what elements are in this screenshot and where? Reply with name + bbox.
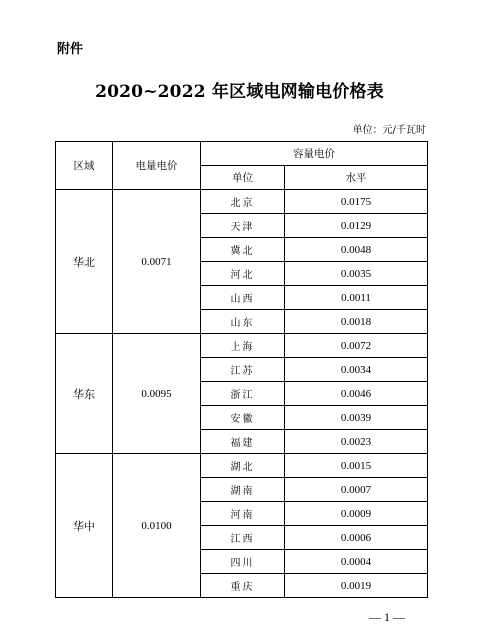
unit-cell: 天津 bbox=[201, 214, 285, 238]
table-row bbox=[56, 454, 428, 478]
energy-price-cell: 0.0100 bbox=[113, 454, 201, 598]
header-energy-price: 电量电价 bbox=[113, 142, 201, 190]
unit-cell: 江西 bbox=[201, 526, 285, 550]
price-table bbox=[55, 141, 428, 598]
level-cell: 0.0072 bbox=[285, 334, 428, 358]
level-cell: 0.0018 bbox=[285, 310, 428, 334]
unit-cell: 冀北 bbox=[201, 238, 285, 262]
level-cell: 0.0004 bbox=[285, 550, 428, 574]
table-row bbox=[56, 334, 428, 358]
unit-cell: 北京 bbox=[201, 190, 285, 214]
level-cell: 0.0034 bbox=[285, 358, 428, 382]
header-region: 区域 bbox=[56, 142, 113, 190]
region-cell: 华中 bbox=[56, 454, 113, 598]
unit-cell: 河北 bbox=[201, 262, 285, 286]
unit-note: 单位：元/千瓦时 bbox=[352, 125, 426, 136]
level-cell: 0.0007 bbox=[285, 478, 428, 502]
level-cell: 0.0035 bbox=[285, 262, 428, 286]
unit-cell: 江苏 bbox=[201, 358, 285, 382]
header-level: 水平 bbox=[285, 166, 428, 190]
level-cell: 0.0046 bbox=[285, 382, 428, 406]
table-body bbox=[56, 190, 428, 598]
header-capacity-price: 容量电价 bbox=[201, 142, 428, 166]
header-unit: 单位 bbox=[201, 166, 285, 190]
table-row bbox=[56, 190, 428, 214]
unit-cell: 河南 bbox=[201, 502, 285, 526]
level-cell: 0.0015 bbox=[285, 454, 428, 478]
attachment-label: 附件 bbox=[57, 42, 84, 57]
level-cell: 0.0009 bbox=[285, 502, 428, 526]
unit-cell: 重庆 bbox=[201, 574, 285, 598]
level-cell: 0.0175 bbox=[285, 190, 428, 214]
unit-cell: 四川 bbox=[201, 550, 285, 574]
unit-cell: 浙江 bbox=[201, 382, 285, 406]
energy-price-cell: 0.0071 bbox=[113, 190, 201, 334]
unit-cell: 福建 bbox=[201, 430, 285, 454]
level-cell: 0.0039 bbox=[285, 406, 428, 430]
level-cell: 0.0129 bbox=[285, 214, 428, 238]
unit-cell: 山东 bbox=[201, 310, 285, 334]
level-cell: 0.0011 bbox=[285, 286, 428, 310]
region-cell: 华东 bbox=[56, 334, 113, 454]
energy-price-cell: 0.0095 bbox=[113, 334, 201, 454]
document-title: 2020~2022 年区域电网输电价格表 bbox=[95, 82, 384, 102]
unit-cell: 山西 bbox=[201, 286, 285, 310]
unit-cell: 湖南 bbox=[201, 478, 285, 502]
level-cell: 0.0048 bbox=[285, 238, 428, 262]
level-cell: 0.0019 bbox=[285, 574, 428, 598]
unit-cell: 上海 bbox=[201, 334, 285, 358]
page-number: — 1 — bbox=[369, 610, 405, 624]
unit-cell: 湖北 bbox=[201, 454, 285, 478]
level-cell: 0.0023 bbox=[285, 430, 428, 454]
region-cell: 华北 bbox=[56, 190, 113, 334]
unit-cell: 安徽 bbox=[201, 406, 285, 430]
level-cell: 0.0006 bbox=[285, 526, 428, 550]
